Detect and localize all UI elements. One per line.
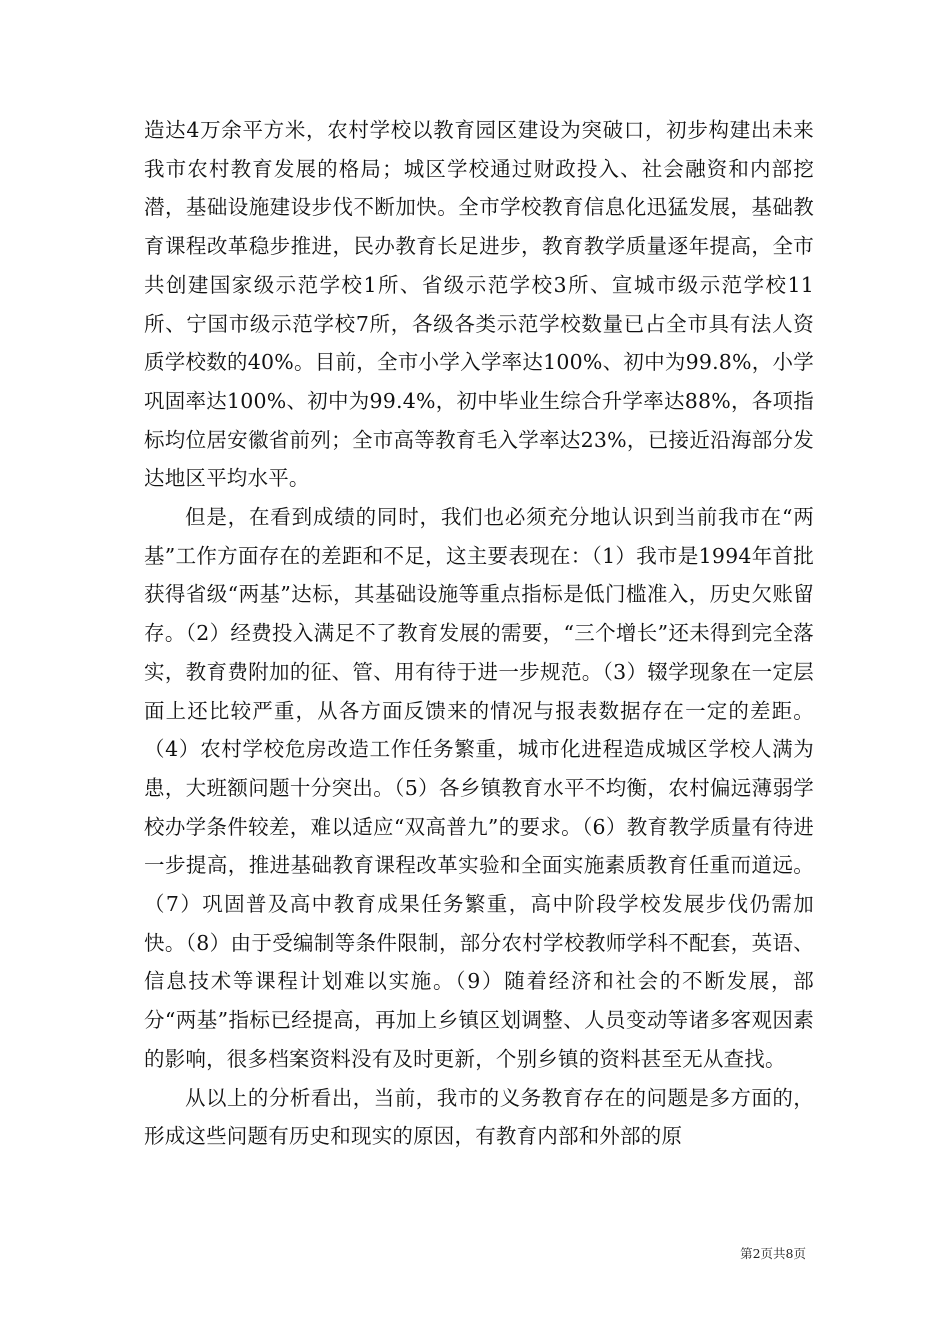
page-number-footer: 第2页共8页 (740, 1246, 806, 1261)
document-body (144, 111, 814, 1156)
paragraph-achievements: 造达4万余平方米，农村学校以教育园区建设为突破口，初步构建出未来我市农村教育发展的格局；城区学校通过财政投入、社会融资和内部挖潜，基础设施建设步伐不断加快。全市学校教育信息化迅猛发展，基础教育课程改革稳步推进，民办教育长足进步，教育教学质量逐年提高，全市共创建国家级示范学校1所、省级示范学校3所、宣城市级示范学校11所、宁国市级示范学校7所，各级各类示范学校数量已占全市具有法人资质学校数的40%。目前，全市小学入学率达100%、初中为99.8%，小学巩固率达100%、初中为99.4%，初中毕业生综合升学率达88%，各项指标均位居安徽省前列；全市高等教育毛入学率达23%，已接近沿海部分发达地区平均水平。 (144, 118, 814, 491)
paragraph-analysis: 从以上的分析看出，当前，我市的义务教育存在的问题是多方面的，形成这些问题有历史和现实的原因，有教育内部和外部的原 (144, 1085, 814, 1149)
paragraph-shortcomings: 但是，在看到成绩的同时，我们也必须充分地认识到当前我市在“两基”工作方面存在的差距和不足，这主要表现在：（1）我市是1994年首批获得省级“两基”达标，其基础设施等重点指标是低门槛准入，历史欠账留存。（2）经费投入满足不了教育发展的需要，“三个增长”还未得到完全落实，教育费附加的征、管、用有待于进一步规范。（3）辍学现象在一定层面上还比较严重，从各方面反馈来的情况与报表数据存在一定的差距。（4）农村学校危房改造工作任务繁重，城市化进程造成城区学校人满为患，大班额问题十分突出。（5）各乡镇教育水平不均衡，农村偏远薄弱学校办学条件较差，难以适应“双高普九”的要求。（6）教育教学质量有待进一步提高，推进基础教育课程改革实验和全面实施素质教育任重而道远。（7）巩固普及高中教育成果任务繁重，高中阶段学校发展步伐仍需加快。（8）由于受编制等条件限制，部分农村学校教师学科不配套，英语、信息技术等课程计划难以实施。（9）随着经济和社会的不断发展，部分“两基”指标已经提高，再加上乡镇区划调整、人员变动等诸多客观因素的影响，很多档案资料没有及时更新，个别乡镇的资料甚至无从查找。 (144, 505, 814, 1071)
